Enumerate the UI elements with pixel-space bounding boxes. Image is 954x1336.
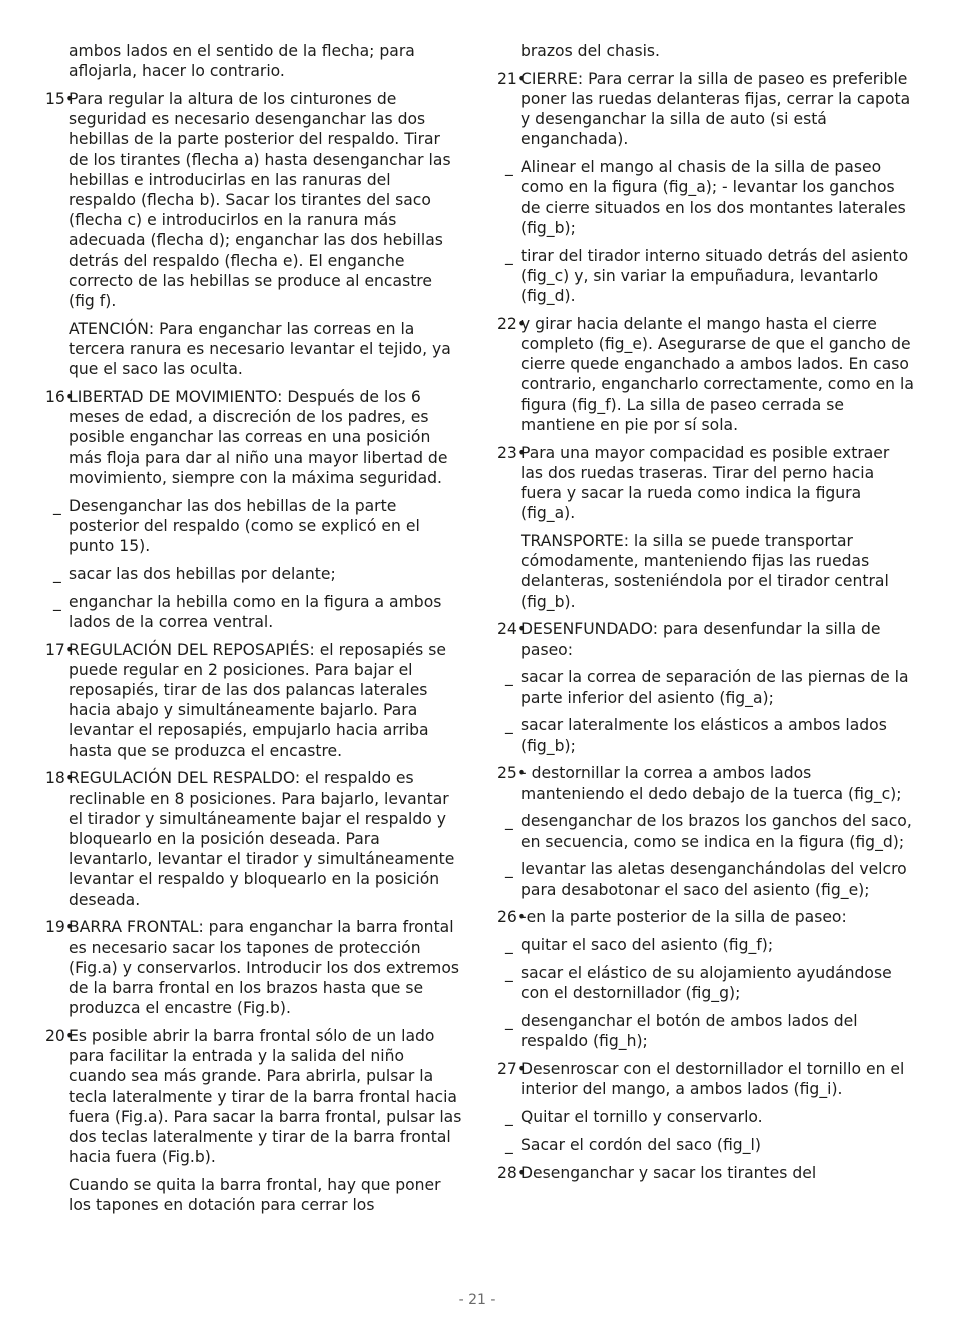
bullet-item — [492, 963, 914, 1003]
paragraph-text: Desenganchar las dos hebillas de la parte posterior del respaldo (como se explicó en el punto 15). — [69, 496, 420, 556]
paragraph-text: Para una mayor compacidad es posible extraer las dos ruedas traseras. Tirar del perno hacia fuera y sacar la rueda como indica la figura (fig_a). — [521, 443, 890, 523]
paragraph-text: Sacar el cordón del saco (fig_l) — [521, 1135, 761, 1154]
left-column — [40, 41, 462, 1223]
bullet-marker: _ — [505, 1135, 513, 1154]
paragraph-text: Es posible abrir la barra frontal sólo de un lado para facilitar la entrada y la salida del niño cuando sea más grande. Para abrirla, pulsar la tecla lateralmente y tirar de la barra frontal hacia fuera (Fig.a). Para sacar la barra frontal, pulsar las dos teclas lateralmente y tirar de la barra frontal hacia fuera (Fig.b). — [69, 1027, 462, 1167]
paragraph-text: Quitar el tornillo y conservarlo. — [521, 1108, 763, 1127]
numbered-step — [492, 1163, 914, 1183]
paragraph-text: enganchar la hebilla como en la figura a ambos lados de la correa ventral. — [69, 592, 442, 631]
paragraph-text: CIERRE: Para cerrar la silla de paseo es preferible poner las ruedas delanteras fijas, cerrar la capota y desenganchar la silla de auto (si está enganchada). — [521, 69, 911, 149]
bullet-item — [492, 1107, 914, 1127]
paragraph-text: sacar el elástico de su alojamiento ayudándose con el destornillador (fig_g); — [521, 964, 892, 1003]
bullet-marker: _ — [505, 1012, 513, 1031]
bullet-item — [40, 564, 462, 584]
paragraph-text: sacar las dos hebillas por delante; — [69, 564, 336, 583]
paragraph-text: tirar del tirador interno situado detrás del asiento (fig_c) y, sin variar la empuñadura, levantarlo (fig_d). — [521, 246, 909, 306]
bullet-marker: _ — [53, 496, 61, 515]
bullet-marker: _ — [505, 1108, 513, 1127]
bullet-marker: _ — [505, 812, 513, 831]
paragraph-text: quitar el saco del asiento (fig_f); — [521, 936, 774, 955]
bullet-marker: _ — [505, 668, 513, 687]
right-column — [492, 41, 914, 1190]
paragraph-text: -en la parte posterior de la silla de paseo: — [521, 908, 847, 927]
bullet-item — [492, 811, 914, 851]
bullet-item — [492, 246, 914, 307]
numbered-step — [492, 907, 914, 927]
numbered-step — [40, 640, 462, 761]
bullet-item — [492, 1135, 914, 1155]
bullet-marker: _ — [505, 158, 513, 177]
bullet-marker: _ — [505, 936, 513, 955]
bullet-item — [492, 859, 914, 899]
paragraph — [40, 1175, 462, 1215]
step-number: 18• — [45, 769, 75, 788]
paragraph-text: desenganchar de los brazos los ganchos del saco, en secuencia, como se indica en la figura (fig_d); — [521, 812, 912, 851]
paragraph — [40, 41, 462, 81]
bullet-marker: _ — [505, 716, 513, 735]
paragraph-text: LIBERTAD DE MOVIMIENTO: Después de los 6 meses de edad, a discreción de los padres, es posible enganchar las correas en una posición más floja para dar al niño una mayor libertad de movimiento, siempre con la máxima seguridad. — [69, 388, 448, 487]
bullet-marker: _ — [505, 860, 513, 879]
numbered-step — [40, 1026, 462, 1167]
step-number: 23• — [497, 443, 527, 462]
bullet-item — [492, 667, 914, 707]
paragraph-text: REGULACIÓN DEL REPOSAPIÉS: el reposapiés se puede regular en 2 posiciones. Para bajar el reposapiés, tirar de las dos palancas laterales hacia abajo y simultáneamente bajarlo. Para levantar el reposapiés, empujarlo hacia arriba hasta que se produzca el encastre. — [69, 640, 446, 760]
step-number: 24• — [497, 620, 527, 639]
numbered-step — [492, 443, 914, 524]
paragraph-text: BARRA FRONTAL: para enganchar la barra frontal es necesario sacar los tapones de protección (Fig.a) y conservarlos. Introducir los dos extremos de la barra frontal en los brazos hasta que se produzca el encastre (Fig.b). — [69, 918, 460, 1018]
paragraph-text: REGULACIÓN DEL RESPALDO: el respaldo es reclinable en 8 posiciones. Para bajarlo, levantar el tirador y simultáneamente bajar el respaldo y bloquearlo en la posición deseada. Para levantarlo, levantar el tirador y simultáneamente levantar el respaldo y bloquearlo en la posición deseada. — [69, 769, 455, 909]
paragraph-text: ambos lados en el sentido de la flecha; para aflojarla, hacer lo contrario. — [69, 42, 415, 81]
paragraph — [492, 41, 914, 61]
step-number: 16• — [45, 388, 75, 407]
step-number: 25• — [497, 764, 527, 783]
bullet-item — [492, 157, 914, 238]
bullet-item — [492, 1011, 914, 1051]
numbered-step — [492, 763, 914, 803]
paragraph-text: sacar la correa de separación de las piernas de la parte inferior del asiento (fig_a); — [521, 668, 909, 707]
numbered-step — [492, 314, 914, 435]
paragraph-text: Desenroscar con el destornillador el tornillo en el interior del mango, a ambos lados (fig_i). — [521, 1060, 905, 1099]
numbered-step — [40, 917, 462, 1018]
bullet-item — [492, 935, 914, 955]
paragraph-text: sacar lateralmente los elásticos a ambos lados (fig_b); — [521, 716, 887, 755]
paragraph-text: y girar hacia delante el mango hasta el cierre completo (fig_e). Asegurarse de que el gancho de cierre quede enganchado a ambos lados. En caso contrario, engancharlo correctamente, como en la figura (fig_f). La silla de paseo cerrada se mantiene en pie por sí sola. — [521, 314, 914, 434]
paragraph-text: brazos del chasis. — [521, 42, 661, 60]
bullet-marker: _ — [53, 592, 61, 611]
step-number: 27• — [497, 1060, 527, 1079]
numbered-step — [492, 619, 914, 659]
numbered-step — [40, 768, 462, 909]
paragraph-text: TRANSPORTE: la silla se puede transportar cómodamente, manteniendo fijas las ruedas delanteras, sosteniéndola por el tirador central (fig_b). — [521, 532, 889, 611]
paragraph — [492, 531, 914, 612]
numbered-step — [492, 69, 914, 150]
bullet-marker: _ — [53, 564, 61, 583]
bullet-item — [40, 592, 462, 632]
numbered-step — [492, 1059, 914, 1099]
bullet-marker: _ — [505, 964, 513, 983]
paragraph-text: ATENCIÓN: Para enganchar las correas en la tercera ranura es necesario levantar el tejido, ya que el saco las oculta. — [69, 319, 451, 379]
paragraph-text: levantar las aletas desenganchándolas del velcro para desabotonar el saco del asiento (fig_e); — [521, 860, 907, 899]
paragraph-text: Cuando se quita la barra frontal, hay que poner los tapones en dotación para cerrar los — [69, 1176, 441, 1215]
page-number: - 21 - — [458, 1292, 496, 1308]
bullet-item — [40, 496, 462, 557]
paragraph-text: desenganchar el botón de ambos lados del respaldo (fig_h); — [521, 1012, 858, 1051]
numbered-step — [40, 89, 462, 311]
step-number: 22• — [497, 314, 527, 333]
step-number: 28• — [497, 1163, 527, 1182]
step-number: 17• — [45, 640, 75, 659]
bullet-item — [492, 715, 914, 755]
paragraph-text: Para regular la altura de los cinturones de seguridad es necesario desenganchar las dos hebillas de la parte posterior del respaldo. Tirar de los tirantes (flecha a) hasta desenganchar las hebillas e introducirlas en las ranuras del respaldo (flecha b). Sacar los tirantes del saco (flecha c) e introducirlos en la ranura más adecuada (flecha d); enganchar las dos hebillas detrás del respaldo (flecha e). El enganche correcto de las hebillas se produce al encastre (fig f). — [69, 90, 451, 311]
step-number: 20• — [45, 1027, 75, 1046]
numbered-step — [40, 387, 462, 488]
step-number: 21• — [497, 69, 527, 88]
paragraph-text: DESENFUNDADO: para desenfundar la silla de paseo: — [521, 620, 881, 659]
step-number: 26• — [497, 908, 527, 927]
paragraph-text: - destornillar la correa a ambos lados manteniendo el dedo debajo de la tuerca (fig_c); — [521, 764, 902, 803]
paragraph — [40, 319, 462, 380]
bullet-marker: _ — [505, 246, 513, 265]
step-number: 15• — [45, 90, 75, 108]
paragraph-text: Alinear el mango al chasis de la silla de paseo como en la figura (fig_a); - levantar los ganchos de cierre situados en los dos montantes laterales (fig_b); — [521, 158, 906, 237]
paragraph-text: Desenganchar y sacar los tirantes del — [521, 1163, 817, 1182]
step-number: 19• — [45, 918, 75, 937]
